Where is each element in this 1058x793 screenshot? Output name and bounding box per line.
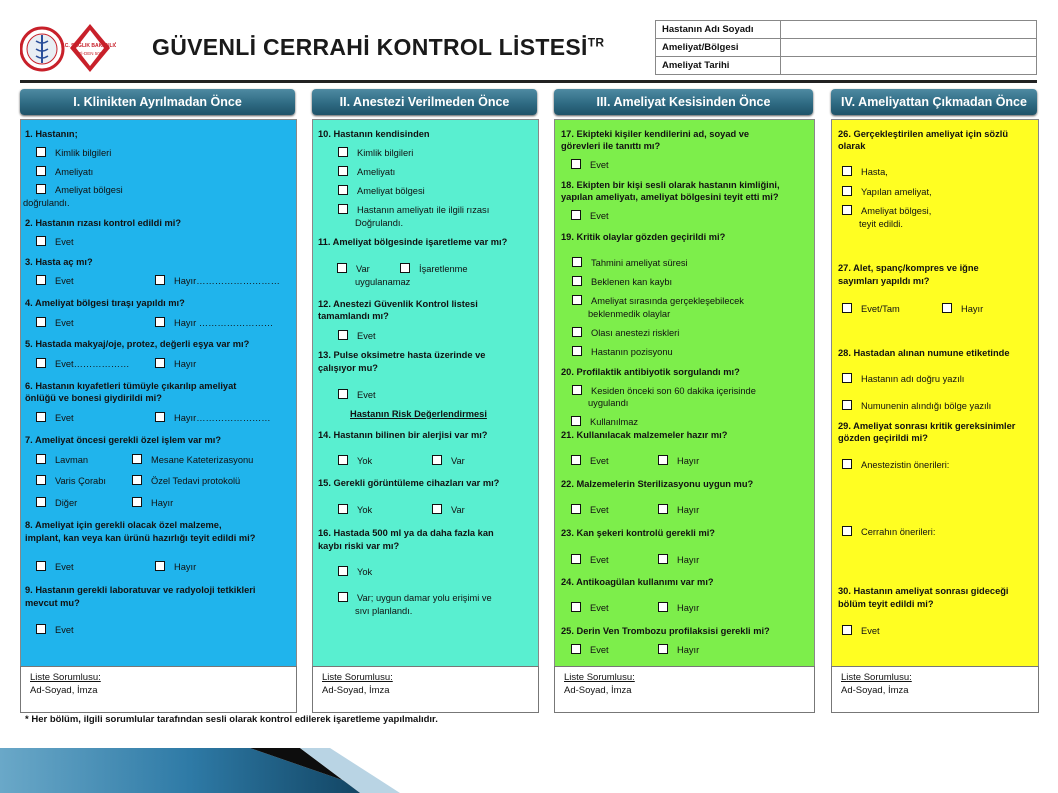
checkbox-label: Hayır	[677, 603, 700, 613]
checkbox-option-lavman[interactable]	[36, 454, 88, 466]
section-header-1	[20, 89, 295, 115]
checkbox-option-ameliyat-bolgesi[interactable]	[36, 184, 123, 196]
checkbox-label: Var; uygun damar yolu erişimi ve	[357, 593, 492, 603]
responsible-label-4: Liste Sorumlusu:	[841, 672, 912, 683]
title-text: GÜVENLİ CERRAHİ KONTROL LİSTESİ	[152, 34, 588, 60]
question-text: 1. Hastanın;	[25, 129, 78, 139]
checkbox-option-hay-r[interactable]	[942, 303, 983, 315]
question-text: 13. Pulse oksimetre hasta üzerinde ve	[318, 350, 486, 360]
checkbox-label: Diğer	[55, 498, 78, 508]
checkbox-label: Ameliyat sırasında gerçekleşebilecek	[591, 296, 744, 306]
section-footer-1	[20, 666, 297, 713]
question-text: 2. Hastanın rızası kontrol edildi mi?	[25, 218, 182, 228]
checkbox-icon[interactable]	[571, 554, 581, 564]
checkbox-label: Evet	[55, 318, 74, 328]
surgery-site-label: Ameliyat/Bölgesi	[656, 39, 781, 57]
checkbox-option-evet[interactable]	[338, 330, 376, 342]
question-text: bölüm teyit edildi mi?	[838, 599, 934, 609]
checkbox-label: Hayır……………………	[174, 413, 271, 423]
checkbox-option-hay-r[interactable]	[155, 317, 273, 329]
checkbox-label: Evet	[861, 626, 880, 636]
checkbox-option-hastan-n-pozisyonu[interactable]	[572, 346, 673, 358]
checkbox-option-hay-r[interactable]	[155, 275, 280, 287]
checkbox-label: Hayır	[677, 505, 700, 515]
responsible-label-1: Liste Sorumlusu:	[30, 672, 101, 683]
checkbox-option-ozel-tedavi-protokolu[interactable]	[132, 475, 240, 487]
checkbox-icon[interactable]	[658, 455, 668, 465]
checkbox-option-evet[interactable]	[571, 602, 609, 614]
checkbox-icon[interactable]	[572, 295, 582, 305]
checkbox-label: Hastanın adı doğru yazılı	[861, 374, 965, 384]
checkbox-icon[interactable]	[572, 257, 582, 267]
question-text: 16. Hastada 500 ml ya da daha fazla kan	[318, 528, 494, 538]
checkbox-icon[interactable]	[36, 147, 46, 157]
option-continuation-text: beklenmedik olaylar	[588, 309, 671, 319]
signature-label-4: Ad-Soyad, İmza	[841, 685, 909, 696]
checkbox-option-hay-r[interactable]	[658, 644, 699, 656]
checkbox-label: Kesiden önceki son 60 dakika içerisinde	[591, 386, 756, 396]
checkbox-option-yok[interactable]	[338, 566, 372, 578]
surgery-date-label: Ameliyat Tarihi	[656, 57, 781, 75]
checkbox-option-var[interactable]	[432, 504, 465, 516]
checkbox-label: Beklenen kan kaybı	[591, 277, 673, 287]
title-superscript: TR	[587, 35, 605, 50]
section-footer-2	[312, 666, 539, 713]
question-text: 27. Alet, spanç/kompres ve iğne	[838, 263, 979, 273]
checkbox-icon[interactable]	[338, 504, 348, 514]
question-text: 22. Malzemelerin Sterilizasyonu uygun mu?	[561, 479, 754, 489]
checkbox-option-evet[interactable]	[571, 455, 609, 467]
hospital-seal-icon	[20, 16, 116, 80]
checkbox-label: Ameliyatı	[55, 167, 94, 177]
header-divider	[20, 80, 1037, 83]
option-continuation-text: sıvı planlandı.	[355, 606, 413, 616]
checkbox-option-isaretlenme[interactable]	[400, 263, 468, 275]
checkbox-icon[interactable]	[338, 166, 348, 176]
section-title-3: III. Ameliyat Kesisinden Önce	[596, 95, 771, 109]
checkbox-icon[interactable]	[338, 592, 348, 602]
checkbox-icon[interactable]	[571, 210, 581, 220]
checkbox-icon[interactable]	[338, 455, 348, 465]
checkbox-option-hasta[interactable]	[842, 166, 888, 178]
checkbox-icon[interactable]	[842, 526, 852, 536]
checkbox-option-ameliyat-s-ras-nda-gerceklesebilecek[interactable]	[572, 295, 744, 307]
checkbox-option-ameliyat-bolgesi[interactable]	[338, 185, 425, 197]
patient-info-table	[655, 20, 1037, 75]
checkbox-icon[interactable]	[658, 554, 668, 564]
checkbox-label: Ameliyat bölgesi	[357, 186, 425, 196]
checkbox-icon[interactable]	[132, 497, 142, 507]
checkbox-option-tahmini-ameliyat-suresi[interactable]	[572, 257, 688, 269]
checkbox-option-kullan-lmaz[interactable]	[571, 416, 638, 428]
checkbox-icon[interactable]	[842, 373, 852, 383]
checkbox-option-yok[interactable]	[338, 455, 372, 467]
checkbox-label: Hayır	[677, 645, 700, 655]
page-title	[152, 34, 604, 61]
question-text: 20. Profilaktik antibiyotik sorgulandı mı?	[561, 367, 740, 377]
question-text: 25. Derin Ven Trombozu profilaksisi gerekli mi?	[561, 626, 770, 636]
checkbox-icon[interactable]	[36, 184, 46, 194]
checkbox-option-kimlik-bilgileri[interactable]	[36, 147, 111, 159]
checkbox-option-evet[interactable]	[36, 236, 74, 248]
checkbox-icon[interactable]	[338, 330, 348, 340]
checkbox-label: Evet	[55, 625, 74, 635]
checkbox-label: Hastanın pozisyonu	[591, 347, 673, 357]
checkbox-label: Ameliyat bölgesi,	[861, 206, 932, 216]
question-text: 9. Hastanın gerekli laboratuvar ve radyoloji tetkikleri	[25, 585, 256, 595]
checkbox-option-hay-r[interactable]	[132, 497, 173, 509]
checkbox-icon[interactable]	[36, 475, 46, 485]
question-text: 8. Ameliyat için gerekli olacak özel malzeme,	[25, 520, 222, 530]
checkbox-option-hastan-n-ad-dogru-yaz-l[interactable]	[842, 373, 964, 385]
checkbox-label: Evet	[590, 555, 609, 565]
patient-name-label: Hastanın Adı Soyadı	[656, 21, 781, 39]
checkbox-icon[interactable]	[842, 166, 852, 176]
question-text: tamamlandı mı?	[318, 311, 389, 321]
option-continuation-text: teyit edildi.	[859, 219, 903, 229]
checkbox-icon[interactable]	[36, 358, 46, 368]
checkbox-icon[interactable]	[571, 455, 581, 465]
checkbox-icon[interactable]	[338, 389, 348, 399]
checkbox-option-hay-r[interactable]	[658, 554, 699, 566]
checkbox-label: Kimlik bilgileri	[55, 148, 112, 158]
checkbox-icon[interactable]	[658, 602, 668, 612]
question-text: 5. Hastada makyaj/oje, protez, değerli eşya var mı?	[25, 339, 250, 349]
checkbox-option-evet[interactable]	[571, 210, 609, 222]
checkbox-option-ameliyat[interactable]	[338, 166, 395, 178]
checkbox-label: Evet………………	[55, 359, 130, 369]
checkbox-label: Yok	[357, 567, 373, 577]
checkbox-label: Evet	[590, 456, 609, 466]
checkbox-option-yap-lan-ameliyat[interactable]	[842, 186, 932, 198]
checkbox-icon[interactable]	[338, 185, 348, 195]
section-title-1: I. Klinikten Ayrılmadan Önce	[73, 95, 242, 109]
question-text: gözden geçirildi mi?	[838, 433, 928, 443]
checkbox-option-var-uygun-damar-yolu-erisimi-ve[interactable]	[338, 592, 492, 604]
question-text: 14. Hastanın bilinen bir alerjisi var mı?	[318, 430, 488, 440]
checkbox-option-ameliyat-bolgesi[interactable]	[842, 205, 931, 217]
question-text: 30. Hastanın ameliyat sonrası gideceği	[838, 586, 1009, 596]
option-continuation-text: uygulandı	[588, 398, 629, 408]
checkbox-icon[interactable]	[132, 475, 142, 485]
checkbox-label: Kullanılmaz	[590, 417, 639, 427]
question-text: mevcut mu?	[25, 598, 80, 608]
checkbox-label: Hayır	[151, 498, 174, 508]
checkbox-option-evet[interactable]	[36, 275, 74, 287]
signature-label-1: Ad-Soyad, İmza	[30, 685, 98, 696]
checkbox-icon[interactable]	[571, 416, 581, 426]
section-header-4	[831, 89, 1037, 115]
question-text: önlüğü ve bonesi giydirildi mi?	[25, 393, 162, 403]
checkbox-icon[interactable]	[36, 236, 46, 246]
checkbox-label: Hayır	[961, 304, 984, 314]
question-text: 7. Ameliyat öncesi gerekli özel işlem var mı?	[25, 435, 222, 445]
checkbox-option-var[interactable]	[337, 263, 370, 275]
signature-label-3: Ad-Soyad, İmza	[564, 685, 632, 696]
checkbox-label: Evet	[590, 645, 609, 655]
question-text: 10. Hastanın kendisinden	[318, 129, 430, 139]
section-title-4: IV. Ameliyattan Çıkmadan Önce	[841, 95, 1027, 109]
checkbox-option-var[interactable]	[432, 455, 465, 467]
checkbox-label: Evet	[357, 331, 376, 341]
question-text: 21. Kullanılacak malzemeler hazır mı?	[561, 430, 728, 440]
patient-name-row	[656, 21, 1037, 39]
question-text: 12. Anestezi Güvenlik Kontrol listesi	[318, 299, 478, 309]
checkbox-option-hay-r[interactable]	[658, 602, 699, 614]
checkbox-label: Evet	[55, 276, 74, 286]
checkbox-option-hay-r[interactable]	[155, 358, 196, 370]
option-continuation-text: Doğrulandı.	[355, 218, 404, 228]
surgery-site-row	[656, 39, 1037, 57]
checkbox-icon[interactable]	[432, 455, 442, 465]
checkbox-option-evet[interactable]	[571, 159, 609, 171]
checkbox-icon[interactable]	[338, 566, 348, 576]
question-text: yapılan ameliyatı, ameliyat bölgesini teyit etti mi?	[561, 192, 779, 202]
checkbox-option-evet[interactable]	[571, 504, 609, 516]
checkbox-option-hay-r[interactable]	[658, 455, 699, 467]
checkbox-option-hay-r[interactable]	[155, 561, 196, 573]
checkbox-icon[interactable]	[400, 263, 410, 273]
question-text: 26. Gerçekleştirilen ameliyat için sözlü	[838, 129, 1009, 139]
responsible-label-2: Liste Sorumlusu:	[322, 672, 393, 683]
question-text: 11. Ameliyat bölgesinde işaretleme var mı?	[318, 237, 508, 247]
checkbox-icon[interactable]	[36, 454, 46, 464]
checkbox-icon[interactable]	[36, 624, 46, 634]
checkbox-label: Hayır	[677, 456, 700, 466]
checkbox-label: Var	[356, 264, 370, 274]
checkbox-option-evet[interactable]	[36, 358, 129, 370]
checkbox-option-hastan-n-ameliyat-ile-ilgili-r-zas[interactable]	[338, 204, 489, 216]
checkbox-option-evet[interactable]	[842, 625, 880, 637]
checkbox-label: Olası anestezi riskleri	[591, 328, 680, 338]
checkbox-label: Evet/Tam	[861, 304, 900, 314]
checkbox-label: Hayır	[174, 359, 197, 369]
surgery-date-row	[656, 57, 1037, 75]
logo-subtext: TRİ-DEN 5000	[75, 51, 105, 56]
checkbox-label: Hayır	[174, 562, 197, 572]
checkbox-option-diger[interactable]	[36, 497, 77, 509]
checkbox-label: Evet	[357, 390, 376, 400]
patient-name-field[interactable]	[781, 21, 1037, 39]
checkbox-icon[interactable]	[658, 644, 668, 654]
checkbox-label: Tahmini ameliyat süresi	[591, 258, 688, 268]
checkbox-icon[interactable]	[842, 459, 852, 469]
question-text: 23. Kan şekeri kontrolü gerekli mi?	[561, 528, 715, 538]
checkbox-icon[interactable]	[942, 303, 952, 313]
option-continuation-text: doğrulandı.	[23, 198, 70, 208]
checkbox-label: Numunenin alındığı bölge yazılı	[861, 401, 992, 411]
checkbox-icon[interactable]	[842, 400, 852, 410]
question-text: implant, kan veya kan ürünü hazırlığı teyit edildi mi?	[25, 533, 256, 543]
checkbox-label: Var	[451, 456, 465, 466]
section-footer-4	[831, 666, 1039, 713]
checkbox-option-evet[interactable]	[36, 561, 74, 573]
checkbox-icon[interactable]	[36, 497, 46, 507]
question-text: 18. Ekipten bir kişi sesli olarak hastanın kimliğini,	[561, 180, 780, 190]
section-header-3	[554, 89, 813, 115]
checkbox-option-hay-r[interactable]	[658, 504, 699, 516]
checkbox-icon[interactable]	[155, 561, 165, 571]
option-continuation-text: uygulanamaz	[355, 277, 411, 287]
question-text: kaybı riski var mı?	[318, 541, 400, 551]
checkbox-icon[interactable]	[36, 412, 46, 422]
question-text: 6. Hastanın kıyafetleri tümüyle çıkarılıp ameliyat	[25, 381, 237, 391]
checkbox-option-evet[interactable]	[571, 644, 609, 656]
checkbox-label: Anestezistin önerileri:	[861, 460, 950, 470]
checkbox-option-numunenin-al-nd-g-bolge-yaz-l[interactable]	[842, 400, 991, 412]
checkbox-label: Kimlik bilgileri	[357, 148, 414, 158]
checkbox-icon[interactable]	[842, 303, 852, 313]
checkbox-icon[interactable]	[36, 166, 46, 176]
responsible-label-3: Liste Sorumlusu:	[564, 672, 635, 683]
checkbox-label: Mesane Kateterizasyonu	[151, 455, 254, 465]
checkbox-option-anestezistin-onerileri[interactable]	[842, 459, 949, 471]
checkbox-label: Varis Çorabı	[55, 476, 106, 486]
signature-label-2: Ad-Soyad, İmza	[322, 685, 390, 696]
subsection-heading: Hastanın Risk Değerlendirmesi	[350, 409, 487, 419]
checkbox-label: Evet	[590, 603, 609, 613]
question-text: olarak	[838, 141, 866, 151]
checkbox-icon[interactable]	[337, 263, 347, 273]
checkbox-option-kesiden-onceki-son-60-dakika-icerisinde[interactable]	[572, 385, 756, 397]
checkbox-icon[interactable]	[842, 625, 852, 635]
checkbox-icon[interactable]	[842, 186, 852, 196]
question-text: 24. Antikoagülan kullanımı var mı?	[561, 577, 714, 587]
question-text: çalışıyor mu?	[318, 363, 378, 373]
checkbox-label: Hasta,	[861, 167, 888, 177]
checkbox-option-evet[interactable]	[36, 624, 74, 636]
checkbox-icon[interactable]	[155, 358, 165, 368]
question-text: 3. Hasta aç mı?	[25, 257, 93, 267]
checkbox-icon[interactable]	[571, 602, 581, 612]
checkbox-icon[interactable]	[572, 346, 582, 356]
question-text: 15. Gerekli görüntüleme cihazları var mı?	[318, 478, 500, 488]
question-text: 19. Kritik olaylar gözden geçirildi mi?	[561, 232, 726, 242]
checkbox-icon[interactable]	[338, 204, 348, 214]
checkbox-option-kimlik-bilgileri[interactable]	[338, 147, 413, 159]
question-text: görevleri ile tanıttı mı?	[561, 141, 661, 151]
surgery-site-field[interactable]	[781, 39, 1037, 57]
question-text: sayımları yapıldı mı?	[838, 276, 930, 286]
checkbox-option-hay-r[interactable]	[155, 412, 271, 424]
checkbox-label: Lavman	[55, 455, 89, 465]
checkbox-option-evet-tam[interactable]	[842, 303, 900, 315]
checkbox-icon[interactable]	[36, 275, 46, 285]
checkbox-option-olas-anestezi-riskleri[interactable]	[572, 327, 679, 339]
checkbox-option-evet[interactable]	[571, 554, 609, 566]
checkbox-label: Yok	[357, 456, 373, 466]
question-text: 28. Hastadan alınan numune etiketinde	[838, 348, 1010, 358]
checkbox-option-mesane-kateterizasyonu[interactable]	[132, 454, 253, 466]
section-title-2: II. Anestezi Verilmeden Önce	[339, 95, 510, 109]
checkbox-label: Yok	[357, 505, 373, 515]
checkbox-label: Evet	[590, 505, 609, 515]
checkbox-option-cerrah-n-onerileri[interactable]	[842, 526, 935, 538]
checkbox-label: Evet	[590, 160, 609, 170]
checkbox-icon[interactable]	[432, 504, 442, 514]
checkbox-label: Evet	[55, 562, 74, 572]
checkbox-icon[interactable]	[155, 275, 165, 285]
checkbox-option-evet[interactable]	[36, 317, 74, 329]
footnote: * Her bölüm, ilgili sorumlular tarafından sesli olarak kontrol edilerek işaretleme yapılmalıdır.	[25, 714, 438, 725]
logo-text: T.C. SAĞLIK BAKANLIĞI	[60, 43, 116, 49]
checkbox-icon[interactable]	[132, 454, 142, 464]
checkbox-icon[interactable]	[571, 159, 581, 169]
checkbox-icon[interactable]	[36, 317, 46, 327]
checkbox-option-beklenen-kan-kayb[interactable]	[572, 276, 672, 288]
decorative-footer-band	[0, 742, 1058, 793]
checkbox-icon[interactable]	[36, 561, 46, 571]
surgery-date-field[interactable]	[781, 57, 1037, 75]
checkbox-icon[interactable]	[658, 504, 668, 514]
checkbox-label: Hayır………………………	[174, 276, 280, 286]
checkbox-icon[interactable]	[842, 205, 852, 215]
checkbox-label: Evet	[590, 211, 609, 221]
checkbox-icon[interactable]	[338, 147, 348, 157]
checkbox-option-varis-corab[interactable]	[36, 475, 106, 487]
checkbox-icon[interactable]	[571, 644, 581, 654]
checkbox-label: Hayır ……………………	[174, 318, 274, 328]
section-footer-3	[554, 666, 815, 713]
checkbox-label: Yapılan ameliyat,	[861, 187, 932, 197]
checkbox-icon[interactable]	[572, 327, 582, 337]
checkbox-label: Evet	[55, 413, 74, 423]
section-header-2	[312, 89, 537, 115]
checkbox-label: Ameliyatı	[357, 167, 396, 177]
checkbox-option-evet[interactable]	[338, 389, 376, 401]
checkbox-icon[interactable]	[572, 385, 582, 395]
checkbox-icon[interactable]	[571, 504, 581, 514]
checkbox-icon[interactable]	[155, 412, 165, 422]
checkbox-label: Hayır	[677, 555, 700, 565]
checkbox-label: İşaretlenme	[419, 264, 468, 274]
checkbox-label: Cerrahın önerileri:	[861, 527, 936, 537]
checkbox-label: Evet	[55, 237, 74, 247]
checkbox-option-evet[interactable]	[36, 412, 74, 424]
question-text: 4. Ameliyat bölgesi tıraşı yapıldı mı?	[25, 298, 185, 308]
checkbox-option-yok[interactable]	[338, 504, 372, 516]
checkbox-label: Özel Tedavi protokolü	[151, 476, 241, 486]
checkbox-icon[interactable]	[572, 276, 582, 286]
question-text: 29. Ameliyat sonrası kritik gereksinimler	[838, 421, 1016, 431]
checkbox-label: Var	[451, 505, 465, 515]
checkbox-label: Hastanın ameliyatı ile ilgili rızası	[357, 205, 490, 215]
checkbox-icon[interactable]	[155, 317, 165, 327]
checkbox-option-ameliyat[interactable]	[36, 166, 93, 178]
question-text: 17. Ekipteki kişiler kendilerini ad, soyad ve	[561, 129, 750, 139]
checkbox-label: Ameliyat bölgesi	[55, 185, 123, 195]
